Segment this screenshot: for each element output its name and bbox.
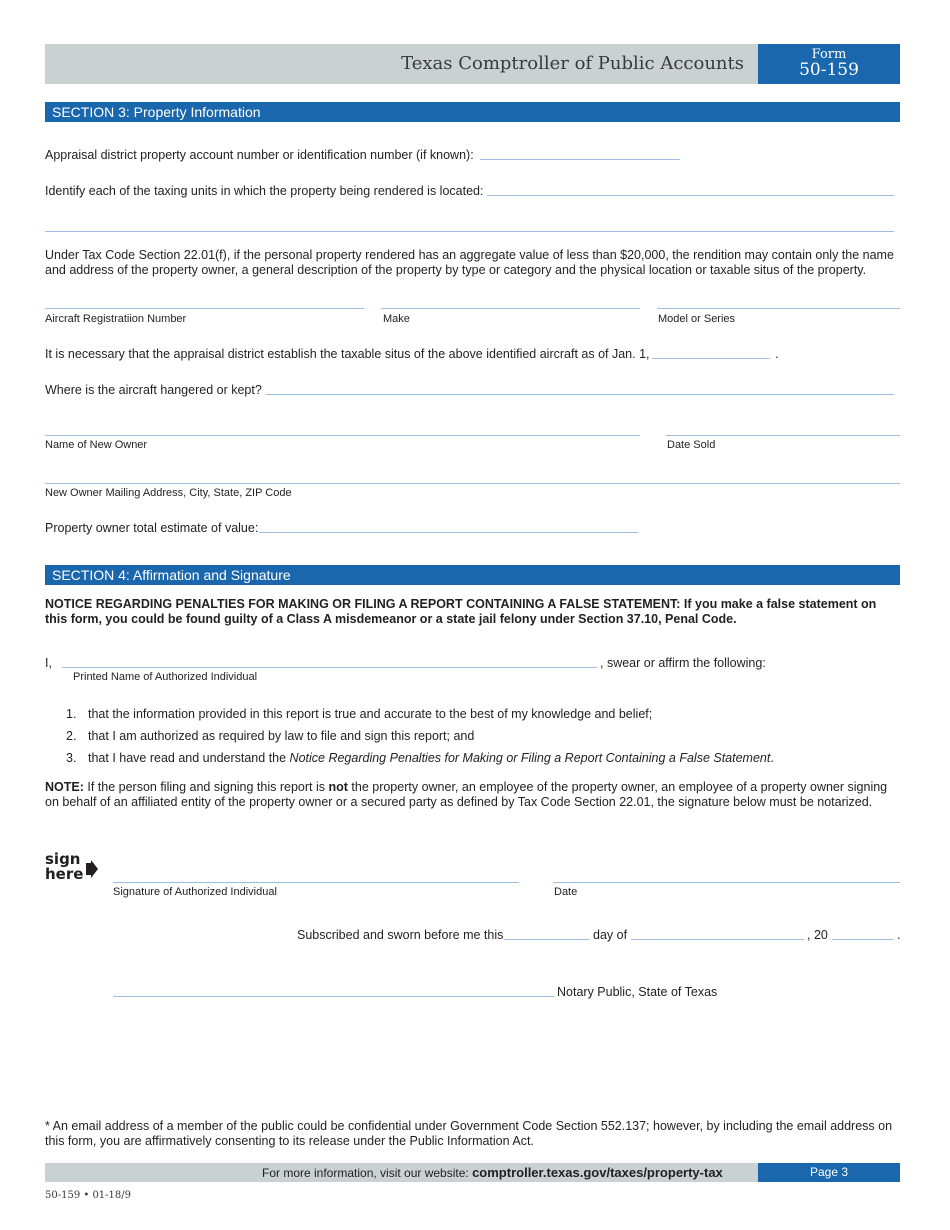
header-bar [45,44,758,84]
footer-bar [45,1163,758,1182]
small-value-notice: Under Tax Code Section 22.01(f), if the personal property rendered has an aggregate value of less than $20,000, the rendition may contain only the name and address of the property owner, a general description of the property by type or category and the physical location or taxable situs of the property. [45,248,894,277]
section-4-header: SECTION 4: Affirmation and Signature [45,565,900,585]
hangar-location-label: Where is the aircraft hangered or kept? [45,383,262,397]
email-footnote: * An email address of a member of the public could be confidential under Government Code Section 552.137; however, by including the email address on this form, you are affirmatively consenting to its release under the Public Information Act. [45,1119,893,1148]
new-owner-name-label: Name of New Owner [45,439,148,451]
new-owner-address-label: New Owner Mailing Address, City, State, ZIP Code [45,487,292,499]
account-number-field[interactable] [480,159,680,160]
make-label: Make [383,313,410,325]
aircraft-registration-label: Aircraft Registratiion Number [45,313,187,325]
value-estimate-label: Property owner total estimate of value: [45,521,259,535]
value-estimate-field[interactable] [259,532,638,533]
list-number-1: 1. [66,707,77,721]
printed-name-label: Printed Name of Authorized Individual [73,671,258,683]
list-number-2: 2. [66,729,77,743]
aircraft-registration-field[interactable] [45,308,364,309]
i-label: I, [45,656,52,670]
sign-here-marker [45,852,83,882]
sworn-day-field[interactable] [504,939,589,940]
form-number: 50-159 [799,60,859,80]
page-number: Page 3 [758,1163,900,1182]
taxable-situs-label: It is necessary that the appraisal district establish the taxable situs of the above identified aircraft as of Jan. 1, [45,347,650,361]
situs-year-field[interactable] [652,358,770,359]
affirmation-item-3-text: that I have read and understand the [88,751,290,765]
note-text-b: the property owner, an employee of the property owner, an employee of a property owner signing on behalf of an affiliated entity of the property owner or a secured party as defined by Tax Code Section 22.01, the signature below must be notarized. [45,780,888,809]
subscribed-text: Subscribed and sworn before me this [297,928,504,942]
footer-info [262,1165,723,1180]
sworn-period: . [897,928,901,942]
model-label: Model or Series [658,313,736,325]
signature-label: Signature of Authorized Individual [113,886,277,898]
sworn-year-field[interactable] [832,939,893,940]
make-field[interactable] [381,308,640,309]
section-3-header: SECTION 3: Property Information [45,102,900,122]
list-number-3: 3. [66,751,77,765]
form-number-box [758,44,900,84]
signature-field[interactable] [113,882,519,883]
note-label: NOTE: [45,780,84,794]
affirmation-item-3-end: . [770,751,774,765]
signature-date-label: Date [554,886,578,898]
hangar-location-field[interactable] [266,394,894,395]
here-word: here [45,865,84,883]
situs-period: . [775,347,779,361]
website-link[interactable]: comptroller.texas.gov/taxes/property-tax [472,1165,723,1180]
taxing-units-label: Identify each of the taxing units in which the property being rendered is located: [45,184,484,198]
notarize-note [45,780,900,810]
date-sold-label: Date Sold [667,439,716,451]
taxing-units-field-line-2[interactable] [45,231,894,232]
new-owner-name-field[interactable] [45,435,640,436]
sign-arrow-icon [86,860,98,878]
model-field[interactable] [657,308,900,309]
affirmation-item-2: that I am authorized as required by law to file and sign this report; and [88,729,475,743]
sign-word: sign [45,850,81,868]
year-prefix: , 20 [807,928,828,942]
notary-signature-field[interactable] [113,996,554,997]
affirmation-item-3 [88,751,774,765]
note-not: not [328,780,348,794]
footer-info-text: For more information, visit our website: [262,1166,473,1180]
printed-name-field[interactable] [62,667,597,668]
swear-text: , swear or affirm the following: [600,656,766,670]
affirmation-item-3-italic: Notice Regarding Penalties for Making or Filing a Report Containing a False Statement [289,751,771,765]
note-text-a: If the person filing and signing this report is [83,780,329,794]
penalty-notice: NOTICE REGARDING PENALTIES FOR MAKING OR FILING A REPORT CONTAINING A FALSE STATEMENT: If you make a false statement on this form, you could be found guilty of a Class A misdemeanor or a state jail felony under Section 37.10, Penal Code. [45,597,877,626]
taxing-units-field[interactable] [487,195,894,196]
account-number-label: Appraisal district property account number or identification number (if known): [45,148,474,162]
form-label: Form [811,47,847,62]
affirmation-item-1: that the information provided in this report is true and accurate to the best of my knowledge and belief; [88,707,653,721]
date-sold-field[interactable] [666,435,900,436]
notary-label: Notary Public, State of Texas [557,985,718,999]
signature-date-field[interactable] [553,882,900,883]
sworn-month-field[interactable] [631,939,804,940]
day-of-text: day of [593,928,628,942]
agency-title: Texas Comptroller of Public Accounts [401,53,744,74]
new-owner-address-field[interactable] [45,483,900,484]
form-code: 50-159 • 01-18/9 [45,1190,132,1201]
